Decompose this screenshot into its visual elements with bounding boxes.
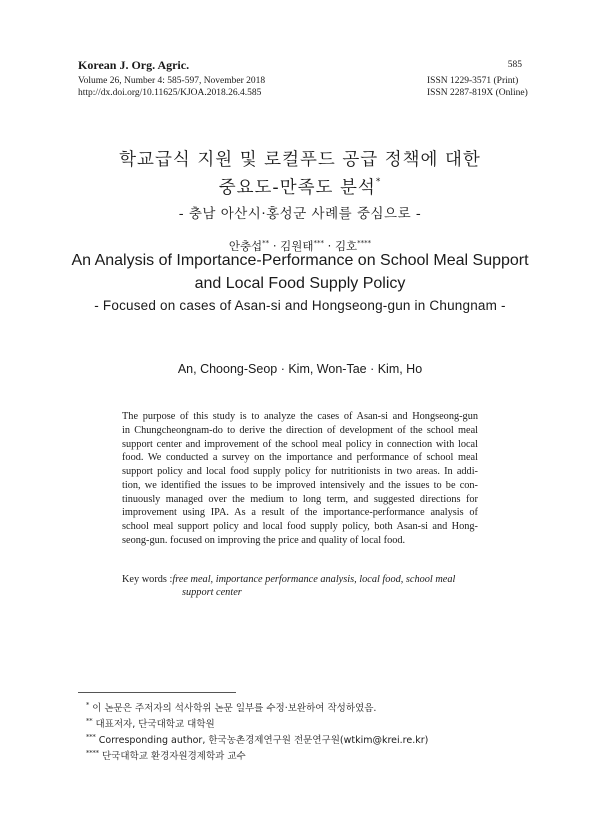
footnote-text: 단국대학교 환경자원경제학과 교수 <box>102 751 246 762</box>
footnote-mark: ** <box>86 717 93 725</box>
english-subtitle: - Focused on cases of Asan-si and Hongseong-gun in Chungnam - <box>94 298 506 313</box>
title-footnote-mark: * <box>375 177 382 187</box>
footnote-4 <box>86 747 246 763</box>
korean-author-2: 김원태 <box>280 239 314 253</box>
doi-link[interactable]: http://dx.doi.org/10.11625/KJOA.2018.26.4.585 <box>78 88 262 98</box>
abstract-line: seong-gun. focused on improving the price and quality of local food. <box>122 534 406 546</box>
journal-volume-line: Volume 26, Number 4: 585-597, November 2018 <box>78 76 266 86</box>
abstract-line: support center and improvement of the school meal policy in connection with local <box>122 438 478 450</box>
korean-author-1: 안충섭 <box>228 239 263 253</box>
abstract-line: school meal support policy and local food supply policy, both Asan-si and Hong- <box>122 521 478 532</box>
issn-print: ISSN 1229-3571 (Print) <box>427 76 519 86</box>
issn-online: ISSN 2287-819X (Online) <box>427 88 528 98</box>
abstract-line: in Chungcheongnam-do to derive the direction of development of the school meal <box>122 424 478 436</box>
keywords-label: Key words : <box>122 574 173 585</box>
keywords <box>122 573 482 587</box>
abstract-line: support policy and local food supply policy for nutritionists in two areas. In addi- <box>122 466 478 477</box>
footnote-text: 이 논문은 주저자의 석사학위 논문 일부를 수정·보완하여 작성하였음. <box>92 703 377 714</box>
english-authors: An, Choong-Seop · Kim, Won-Tae · Kim, Ho <box>177 362 423 376</box>
korean-title-line2 <box>0 174 600 199</box>
keywords-line2: support center <box>182 587 242 598</box>
abstract-line: The purpose of this study is to analyze the cases of Asan-si and Hongseong-gun <box>122 411 478 422</box>
korean-title-text: 중요도-만족도 분석 <box>218 178 376 198</box>
footnote-text: 대표저자, 단국대학교 대학원 <box>95 719 215 730</box>
abstract-line: improvement using IPA. As a result of the importance-performance analysis of <box>122 507 478 519</box>
abstract-line: food. We conducted a survey on the importance and performance of school meal <box>122 452 478 464</box>
author-1-mark: ** <box>262 239 270 247</box>
author-2-mark: *** <box>313 239 324 247</box>
footnote-text: Corresponding author, 한국농촌경제연구원 전문연구원(wtkim@krei.re.kr) <box>98 735 429 746</box>
abstract-line: tinuously managed over the medium to long term, and suggested directions for <box>122 493 478 505</box>
footnote-1 <box>86 699 376 715</box>
korean-title-line1: 학교급식 지원 및 로컬푸드 공급 정책에 대한 <box>119 150 481 170</box>
author-3-mark: **** <box>357 239 372 247</box>
english-title-line2: and Local Food Supply Policy <box>194 275 406 292</box>
keywords-line1: free meal, importance performance analysis, local food, school meal <box>172 574 456 585</box>
english-title-line1: An Analysis of Importance-Performance on School Meal Support <box>71 252 529 269</box>
abstract-line: tion, we identified the issues to be improved intensively and the issues to be con- <box>122 479 478 491</box>
footnote-mark: * <box>86 701 90 709</box>
author-separator: · <box>269 239 281 253</box>
page-number: 585 <box>507 60 522 70</box>
abstract <box>122 410 478 548</box>
footnote-divider <box>78 692 236 693</box>
korean-subtitle: - 충남 아산시·홍성군 사례를 중심으로 - <box>178 206 422 222</box>
korean-author-3: 김호 <box>334 239 358 253</box>
journal-name: Korean J. Org. Agric. <box>78 58 190 72</box>
footnote-mark: **** <box>86 749 99 757</box>
footnote-2 <box>86 715 215 731</box>
footnote-3 <box>86 731 428 747</box>
author-separator: · <box>323 239 335 253</box>
footnote-mark: *** <box>86 733 96 741</box>
